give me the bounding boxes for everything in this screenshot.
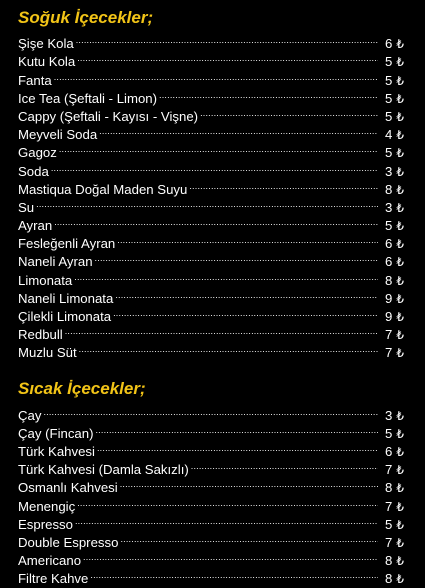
menu-item — [18, 285, 404, 306]
menu-item-name: Kutu Kola — [18, 54, 76, 70]
dot-leader — [115, 285, 378, 303]
menu-item — [18, 420, 404, 441]
dot-leader — [75, 511, 378, 529]
menu-item-name: Gagoz — [18, 145, 57, 161]
menu-item-price: 8 — [385, 571, 393, 587]
dot-leader — [83, 547, 378, 565]
dot-leader — [200, 103, 378, 121]
menu-item — [18, 212, 404, 234]
menu-item-price: 5 — [385, 72, 393, 88]
menu-item-price: 6 — [385, 254, 393, 270]
lira-symbol: ₺ — [396, 164, 404, 179]
menu-item-name: Şişe Kola — [18, 36, 74, 52]
menu-item — [18, 48, 404, 70]
dot-leader — [43, 401, 378, 419]
menu-item-name: Filtre Kahve — [18, 571, 89, 587]
menu-item — [18, 339, 404, 361]
lira-symbol: ₺ — [396, 463, 404, 478]
lira-symbol: ₺ — [396, 237, 404, 252]
menu-item-name: Limonata — [18, 272, 73, 288]
menu-item — [18, 401, 404, 423]
menu-item-name: Cappy (Şeftali - Kayısı - Vişne) — [18, 108, 199, 124]
dot-leader — [36, 194, 378, 212]
dot-leader — [77, 48, 378, 66]
lira-symbol: ₺ — [396, 346, 404, 361]
menu-item — [18, 511, 404, 532]
lira-symbol: ₺ — [396, 255, 404, 270]
dot-leader — [95, 248, 379, 266]
menu-item-price: 8 — [385, 553, 393, 569]
menu-item-name: Türk Kahvesi (Damla Sakızlı) — [18, 462, 189, 478]
lira-symbol: ₺ — [396, 291, 404, 306]
menu-item — [18, 266, 404, 288]
menu-item-name: Americano — [18, 553, 82, 569]
dot-leader — [59, 139, 379, 157]
menu-item — [18, 321, 404, 343]
menu-item — [18, 66, 404, 88]
menu-item-price: 8 — [385, 181, 393, 197]
dot-leader — [113, 303, 378, 321]
lira-symbol: ₺ — [396, 444, 404, 459]
menu-item-price: 6 — [385, 36, 393, 52]
menu-item-price: 9 — [385, 309, 393, 324]
lira-symbol: ₺ — [396, 91, 404, 106]
dot-leader — [77, 492, 378, 510]
menu-item-price: 5 — [385, 516, 393, 532]
menu-item-price: 7 — [385, 534, 393, 550]
dot-leader — [99, 121, 378, 139]
hot-drinks-list — [18, 401, 404, 587]
lira-symbol: ₺ — [396, 408, 404, 423]
menu-item-name: Naneli Ayran — [18, 254, 93, 270]
menu-item-price: 5 — [385, 218, 393, 234]
menu-item — [18, 85, 404, 106]
menu-item-name: Çay (Fincan) — [18, 425, 94, 441]
lira-symbol: ₺ — [396, 200, 404, 215]
menu-item-name: Fanta — [18, 72, 52, 88]
menu-item-price: 6 — [385, 443, 393, 459]
lira-symbol: ₺ — [396, 37, 404, 52]
lira-symbol: ₺ — [396, 481, 404, 496]
dot-leader — [79, 339, 379, 357]
menu-item-name: Su — [18, 199, 35, 215]
lira-symbol: ₺ — [396, 426, 404, 441]
lira-symbol: ₺ — [396, 535, 404, 550]
menu-item-name: Ayran — [18, 218, 53, 234]
menu-item-price: 7 — [385, 345, 393, 361]
menu-item — [18, 529, 404, 550]
menu-item-price: 6 — [385, 236, 393, 252]
dot-leader — [90, 565, 378, 583]
menu-item-price: 5 — [385, 425, 393, 441]
menu-item-price: 8 — [385, 480, 393, 496]
menu-item — [18, 176, 404, 197]
lira-symbol: ₺ — [396, 554, 404, 569]
dot-leader — [189, 176, 378, 194]
dot-leader — [95, 420, 378, 438]
dot-leader — [54, 66, 379, 84]
dot-leader — [76, 30, 379, 48]
drinks-menu — [18, 0, 404, 587]
menu-item-price: 3 — [385, 407, 393, 423]
lira-symbol: ₺ — [396, 499, 404, 514]
menu-item-price: 3 — [385, 163, 393, 179]
menu-item-name: Naneli Limonata — [18, 290, 114, 306]
menu-item-price: 9 — [385, 290, 393, 306]
menu-item-name: Espresso — [18, 516, 73, 532]
menu-item — [18, 194, 404, 215]
menu-item-name: Ice Tea (Şeftali - Limon) — [18, 90, 158, 106]
menu-item — [18, 230, 404, 252]
dot-leader — [54, 212, 378, 230]
menu-item-price: 5 — [385, 90, 393, 106]
menu-item — [18, 157, 404, 179]
menu-item-name: Osmanlı Kahvesi — [18, 480, 118, 496]
menu-item — [18, 30, 404, 52]
lira-symbol: ₺ — [396, 109, 404, 124]
lira-symbol: ₺ — [396, 572, 404, 587]
cold-drinks-heading: Soğuk İçecekler; — [18, 8, 154, 27]
dot-leader — [120, 474, 379, 492]
menu-item-name: Fesleğenli Ayran — [18, 236, 116, 252]
menu-item-name: Meyveli Soda — [18, 127, 98, 143]
menu-item-name: Double Espresso — [18, 534, 119, 550]
lira-symbol: ₺ — [396, 182, 404, 197]
menu-item — [18, 139, 404, 161]
dot-leader — [65, 321, 379, 339]
menu-item-price: 4 — [385, 127, 393, 143]
hot-drinks-heading: Sıcak İçecekler; — [18, 379, 146, 399]
menu-item-price: 5 — [385, 108, 393, 124]
menu-item-name: Çay — [18, 407, 42, 423]
menu-item-price: 8 — [385, 272, 393, 288]
lira-symbol: ₺ — [396, 73, 404, 88]
cold-drinks-list — [18, 30, 404, 361]
dot-leader — [191, 456, 379, 474]
lira-symbol: ₺ — [396, 310, 404, 324]
menu-item-name: Türk Kahvesi — [18, 443, 95, 459]
lira-symbol: ₺ — [396, 328, 404, 343]
menu-item-price: 3 — [385, 199, 393, 215]
menu-item-price: 5 — [385, 54, 393, 70]
menu-item-price: 5 — [385, 145, 393, 161]
lira-symbol: ₺ — [396, 273, 404, 288]
dot-leader — [120, 529, 378, 547]
lira-symbol: ₺ — [396, 146, 404, 161]
menu-item-name: Menengiç — [18, 498, 76, 514]
dot-leader — [159, 85, 378, 103]
menu-item-price: 7 — [385, 327, 393, 343]
lira-symbol: ₺ — [396, 55, 404, 70]
lira-symbol: ₺ — [396, 517, 404, 532]
menu-item-name: Redbull — [18, 327, 63, 343]
dot-leader — [117, 230, 378, 248]
menu-item-price: 7 — [385, 462, 393, 478]
menu-item-price: 7 — [385, 498, 393, 514]
menu-item-name: Muzlu Süt — [18, 345, 77, 361]
lira-symbol: ₺ — [396, 219, 404, 234]
menu-item-name: Mastiqua Doğal Maden Suyu — [18, 181, 188, 197]
dot-leader — [74, 266, 378, 284]
menu-item-name: Çilekli Limonata — [18, 309, 112, 324]
dot-leader — [51, 157, 379, 175]
dot-leader — [97, 438, 378, 456]
menu-item-name: Soda — [18, 163, 49, 179]
lira-symbol: ₺ — [396, 128, 404, 143]
